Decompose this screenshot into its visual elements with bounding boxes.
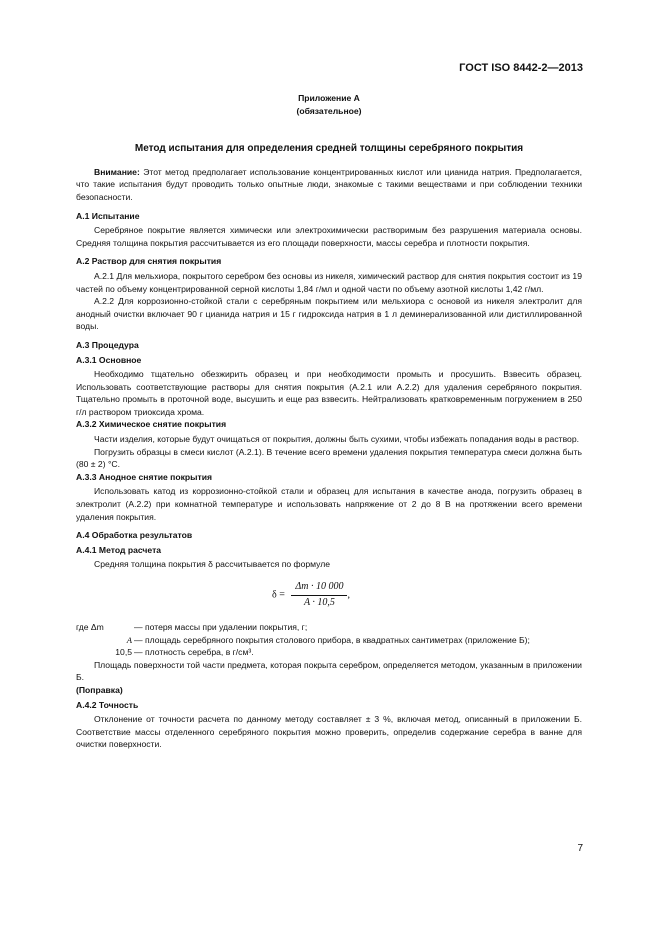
annex-subtitle: (обязательное): [296, 105, 362, 116]
warning-label: Внимание:: [94, 166, 140, 177]
thickness-formula: [76, 579, 582, 613]
section-a2-2-text: А.2.2 Для коррозионно-стойкой стали с серебряным покрытием или мельхиора с основой из никеля электролит для анодный очистки включает 90 г цианида натрия и 15 г гидроксида натрия в 1 л деминерализованной или дистиллированной воды.: [76, 296, 582, 332]
legend-symbol: A: [126, 634, 132, 645]
section-a3-1-text: Необходимо тщательно обезжирить образец и при необходимости промыть и просушить. Взвесить образец. Использовать соответствующие растворы для снятия покрытия (А.2.1 или А.2.2) для удаления серебряного покрытия. Тщательно промыть в проточной воде, высушить и еще раз взвесить. Нейтрализовать кратковременным погружением в 250 г/л раствором триоксида хрома.: [76, 369, 582, 417]
legend-symbol: 10,5: [115, 647, 132, 658]
area-note: Площадь поверхности той части предмета, которая покрыта серебром, определяется методом, указанным в приложении Б.: [76, 659, 582, 683]
warning-paragraph: [76, 166, 582, 204]
legend-row: [76, 634, 582, 647]
section-a3-2-text-1: Части изделия, которые будут очищаться от покрытия, должны быть сухими, чтобы избежать попадания воды в раствор.: [94, 434, 579, 445]
warning-text: Этот метод предполагает использование концентрированных кислот или цианида натрия. Предполагается, что такие испытания будут проводить только опытные люди, знакомые с такими веществами и при соблюдении техники безопасности.: [76, 166, 582, 202]
annex-title: Приложение А: [298, 93, 360, 103]
section-a2-heading: А.2 Раствор для снятия покрытия: [76, 256, 222, 267]
formula-fraction: [291, 581, 347, 609]
legend-text: — плотность серебра, в г/см³.: [134, 647, 254, 658]
section-a4-1-heading: А.4.1 Метод расчета: [76, 544, 162, 555]
formula-tail: ,: [347, 589, 350, 601]
main-title: Метод испытания для определения средней толщины серебряного покрытия: [134, 143, 524, 155]
section-a2-1-text: А.2.1 Для мельхиора, покрытого серебром без основы из никеля, химический раствор для снятия покрытия состоит из 19 частей по объему концентрированной серной кислоты 1,84 г/мл и одной части по объему азотной кислоты 1,42 г/мл.: [76, 270, 582, 294]
formula-denominator: A · 10,5: [303, 596, 335, 608]
legend-text: — площадь серебряного покрытия столового прибора, в квадратных сантиметрах (приложение Б);: [134, 634, 530, 645]
amendment-label: (Поправка): [76, 684, 123, 695]
section-a3-1-heading: А.3.1 Основное: [76, 354, 142, 365]
section-a1-text: Серебряное покрытие является химически или электрохимически растворимым без разрушения материала основы. Средняя толщина покрытия рассчитывается из его площади поверхности, массы серебра и плотности покрытия.: [76, 225, 582, 248]
section-a4-2-text: Отклонение от точности расчета по данному методу составляет ± 3 %, включая метод, описанный в приложении Б. Соответствие массы отделенного серебряного покрытия можно проверить, определив содержание серебра в ванне для очистки поверхности.: [76, 714, 582, 750]
section-a3-3-text: Использовать катод из коррозионно-стойкой стали и образец для испытания в качестве анода, погрузить образец в электролит (А.2.2) при комнатной температуре и использовать напряжение от 2 до 8 В на протяжении всего времени удаления покрытия.: [76, 486, 582, 522]
legend-symbol: где Δm: [76, 622, 104, 632]
formula-lhs: δ =: [272, 589, 285, 601]
section-a3-2-text-2: Погрузить образцы в смеси кислот (А.2.1). В течение всего времени удаления покрытия температура смеси должна быть (80 ± 2) °С.: [76, 446, 582, 470]
section-a3-3-heading: А.3.3 Анодное снятие покрытия: [76, 471, 213, 482]
formula-legend: [76, 621, 582, 659]
section-a1-heading: А.1 Испытание: [76, 210, 140, 221]
page-number: 7: [577, 843, 583, 854]
section-a3-heading: А.3 Процедура: [76, 339, 139, 350]
section-a4-2-heading: А.4.2 Точность: [76, 699, 139, 710]
formula-numerator: Δm · 10 000: [291, 581, 347, 596]
section-a3-2-heading: А.3.2 Химическое снятие покрытия: [76, 419, 227, 430]
section-a4-heading: А.4 Обработка результатов: [76, 530, 193, 541]
section-a4-1-intro: Средняя толщина покрытия δ рассчитывается по формуле: [94, 559, 331, 570]
document-body: [76, 92, 582, 751]
legend-row: [76, 646, 582, 659]
legend-row: [76, 621, 582, 634]
document-code: ГОСТ ISO 8442-2—2013: [459, 62, 583, 74]
legend-text: — потеря массы при удалении покрытия, г;: [134, 622, 308, 632]
